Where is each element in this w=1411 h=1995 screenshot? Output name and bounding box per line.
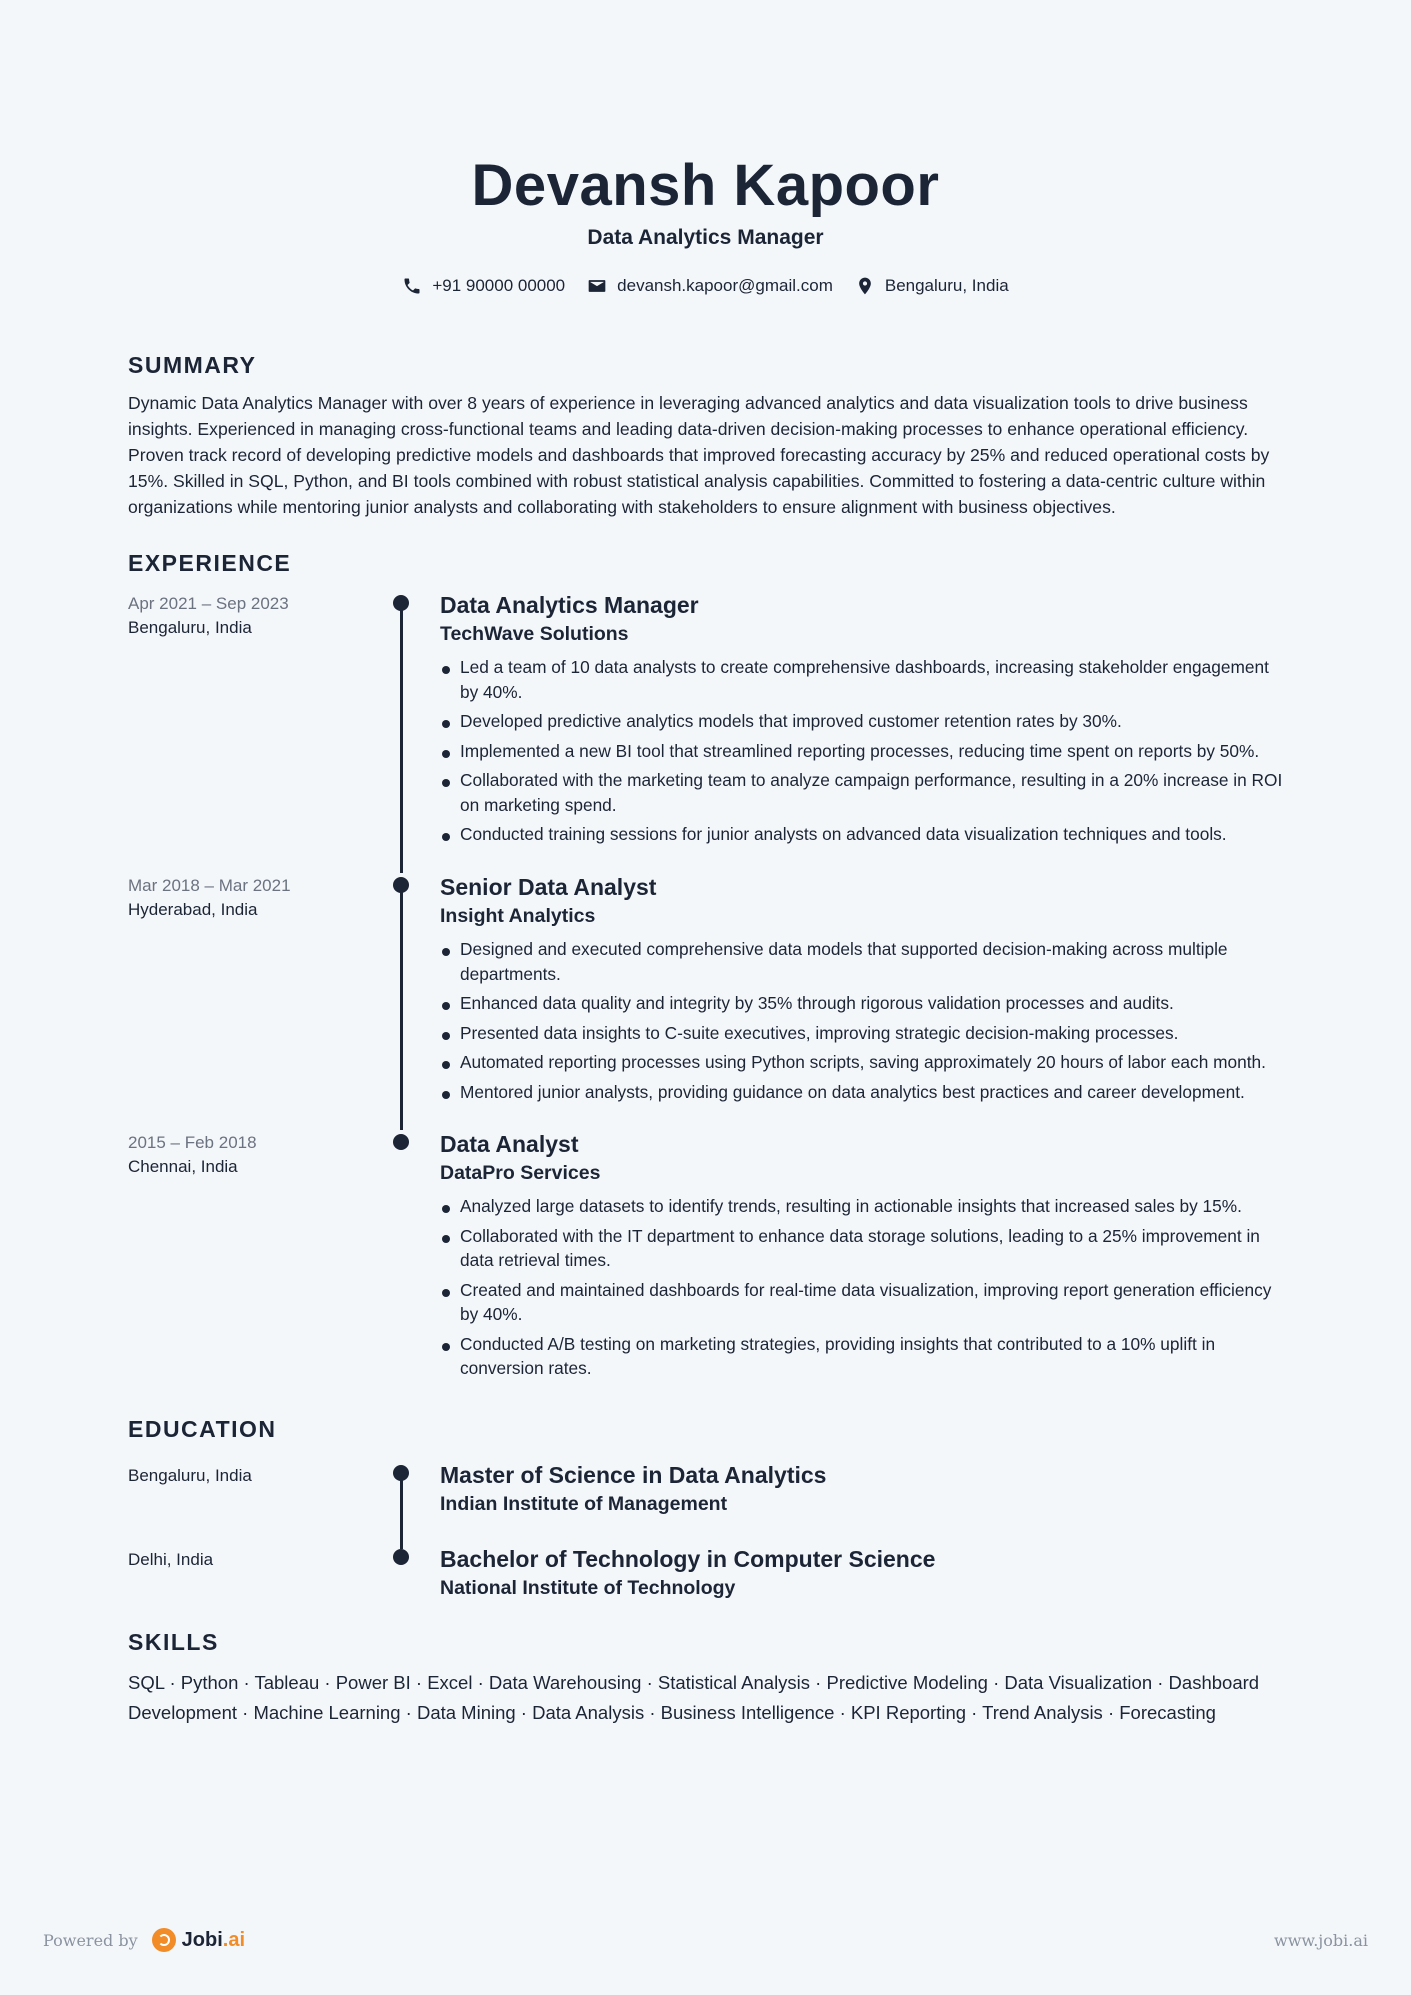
timeline-dot xyxy=(393,595,409,611)
entry-location: Delhi, India xyxy=(128,1549,214,1569)
job-bullet: Conducted training sessions for junior analysts on advanced data visualization techniques and tools. xyxy=(440,822,1283,847)
job-role: Senior Data Analyst xyxy=(440,874,657,900)
email-text: devansh.kapoor@gmail.com xyxy=(617,276,833,295)
timeline-line xyxy=(400,885,403,1130)
entry-details xyxy=(440,873,1283,1130)
skills-list: SQL · Python · Tableau · Power BI · Excel · Data Warehousing · Statistical Analysis · Predictive Modeling · Data Visualization · Dashboard Development · Machine Learning · Data Mining · Data Analysis · Business Intelligence · KPI Reporting · Trend Analysis · Forecasting xyxy=(128,1671,1260,1723)
experience-timeline xyxy=(128,591,1283,1386)
education-entry xyxy=(128,1545,1283,1601)
timeline-dot xyxy=(393,1465,409,1481)
skills-heading: SKILLS xyxy=(128,1628,219,1655)
school-name: Indian Institute of Management xyxy=(440,1492,728,1515)
job-bullet: Presented data insights to C-suite executives, improving strategic decision-making processes. xyxy=(440,1021,1283,1046)
resume-page xyxy=(128,0,1283,1728)
timeline-dot xyxy=(393,1549,409,1565)
entry-details xyxy=(440,1130,1283,1386)
education-heading: EDUCATION xyxy=(128,1415,277,1442)
degree-name: Master of Science in Data Analytics xyxy=(440,1461,827,1488)
phone-icon xyxy=(402,276,422,296)
email-icon xyxy=(587,276,607,296)
footer-branding xyxy=(43,1928,245,1952)
entry-meta xyxy=(128,1545,393,1601)
job-role: Data Analyst xyxy=(440,1131,579,1157)
entry-meta xyxy=(128,1461,393,1545)
job-bullet: Collaborated with the marketing team to analyze campaign performance, resulting in a 20% increase in ROI on marketing spend. xyxy=(440,768,1283,817)
skills-section xyxy=(128,1629,1283,1728)
entry-dates: 2015 – Feb 2018 xyxy=(128,1133,257,1152)
powered-by-label: Powered by xyxy=(43,1930,138,1950)
summary-section xyxy=(128,352,1283,520)
brand-logo-link[interactable] xyxy=(152,1928,245,1952)
entry-location: Chennai, India xyxy=(128,1157,238,1176)
timeline-line xyxy=(400,1473,403,1549)
education-section xyxy=(128,1416,1283,1601)
entry-meta xyxy=(128,1130,393,1386)
job-bullet: Automated reporting processes using Python scripts, saving approximately 20 hours of labor each month. xyxy=(440,1050,1283,1075)
job-bullets xyxy=(440,1194,1283,1381)
entry-location: Bengaluru, India xyxy=(128,618,252,637)
entry-location: Hyderabad, India xyxy=(128,900,258,919)
website-link[interactable]: www.jobi.ai xyxy=(1274,1930,1368,1950)
entry-meta xyxy=(128,591,393,873)
job-bullet: Developed predictive analytics models that improved customer retention rates by 30%. xyxy=(440,709,1283,734)
entry-details xyxy=(440,1545,1283,1601)
timeline-dot xyxy=(393,1134,409,1150)
education-entry xyxy=(128,1461,1283,1545)
entry-meta xyxy=(128,873,393,1130)
page-footer xyxy=(43,1928,1368,1952)
job-bullet: Analyzed large datasets to identify trends, resulting in actionable insights that increased sales by 15%. xyxy=(440,1194,1283,1219)
contact-bar xyxy=(128,276,1283,296)
entry-location: Bengaluru, India xyxy=(128,1465,252,1485)
jobi-logo-icon xyxy=(152,1928,176,1952)
brand-name-accent: .ai xyxy=(222,1928,246,1951)
job-bullet: Enhanced data quality and integrity by 35% through rigorous validation processes and audits. xyxy=(440,991,1283,1016)
candidate-title: Data Analytics Manager xyxy=(587,226,824,249)
job-bullet: Led a team of 10 data analysts to create comprehensive dashboards, increasing stakeholder engagement by 40%. xyxy=(440,655,1283,704)
job-role: Data Analytics Manager xyxy=(440,592,699,618)
job-bullet: Created and maintained dashboards for real-time data visualization, improving report generation efficiency by 40%. xyxy=(440,1278,1283,1327)
brand-name-main: Jobi xyxy=(181,1928,223,1951)
brand-name xyxy=(182,1929,245,1952)
job-bullets xyxy=(440,937,1283,1104)
contact-email[interactable] xyxy=(587,276,833,296)
phone-text: +91 90000 00000 xyxy=(432,276,566,295)
contact-location xyxy=(855,276,1009,296)
summary-heading: SUMMARY xyxy=(128,352,257,378)
timeline-line xyxy=(400,603,403,873)
degree-name: Bachelor of Technology in Computer Science xyxy=(440,1545,936,1572)
job-company: Insight Analytics xyxy=(440,905,596,927)
entry-dates: Apr 2021 – Sep 2023 xyxy=(128,594,289,613)
experience-entry xyxy=(128,591,1283,873)
location-pin-icon xyxy=(855,276,875,296)
timeline-dot xyxy=(393,877,409,893)
entry-dates: Mar 2018 – Mar 2021 xyxy=(128,876,291,895)
entry-details xyxy=(440,591,1283,873)
job-company: TechWave Solutions xyxy=(440,623,629,645)
job-bullet: Implemented a new BI tool that streamlined reporting processes, reducing time spent on reports by 50%. xyxy=(440,739,1283,764)
job-bullet: Designed and executed comprehensive data models that supported decision-making across multiple departments. xyxy=(440,937,1283,986)
experience-heading: EXPERIENCE xyxy=(128,550,292,576)
summary-text: Dynamic Data Analytics Manager with over 8 years of experience in leveraging advanced analytics and data visualization tools to drive business insights. Experienced in managing cross-functional teams and leading data-driven decision-making processes to enhance operational efficiency. Proven track record of developing predictive models and dashboards that improved forecasting accuracy by 25% and reduced operational costs by 15%. Skilled in SQL, Python, and BI tools combined with robust statistical analysis capabilities. Committed to fostering a data-centric culture within organizations while mentoring junior analysts and collaborating with stakeholders to ensure alignment with business objectives. xyxy=(128,393,1270,517)
education-timeline xyxy=(128,1461,1283,1601)
experience-entry xyxy=(128,873,1283,1130)
job-bullet: Collaborated with the IT department to enhance data storage solutions, leading to a 25% improvement in data retrieval times. xyxy=(440,1224,1283,1273)
contact-phone[interactable] xyxy=(402,276,565,296)
experience-entry xyxy=(128,1130,1283,1386)
location-text: Bengaluru, India xyxy=(884,276,1009,295)
school-name: National Institute of Technology xyxy=(440,1576,736,1599)
entry-details xyxy=(440,1461,1283,1545)
candidate-name: Devansh Kapoor xyxy=(471,153,940,218)
job-bullet: Mentored junior analysts, providing guidance on data analytics best practices and career development. xyxy=(440,1080,1283,1105)
experience-section xyxy=(128,550,1283,1386)
job-bullet: Conducted A/B testing on marketing strategies, providing insights that contributed to a 10% uplift in conversion rates. xyxy=(440,1332,1283,1381)
resume-header xyxy=(128,0,1283,296)
job-bullets xyxy=(440,655,1283,847)
job-company: DataPro Services xyxy=(440,1162,601,1184)
